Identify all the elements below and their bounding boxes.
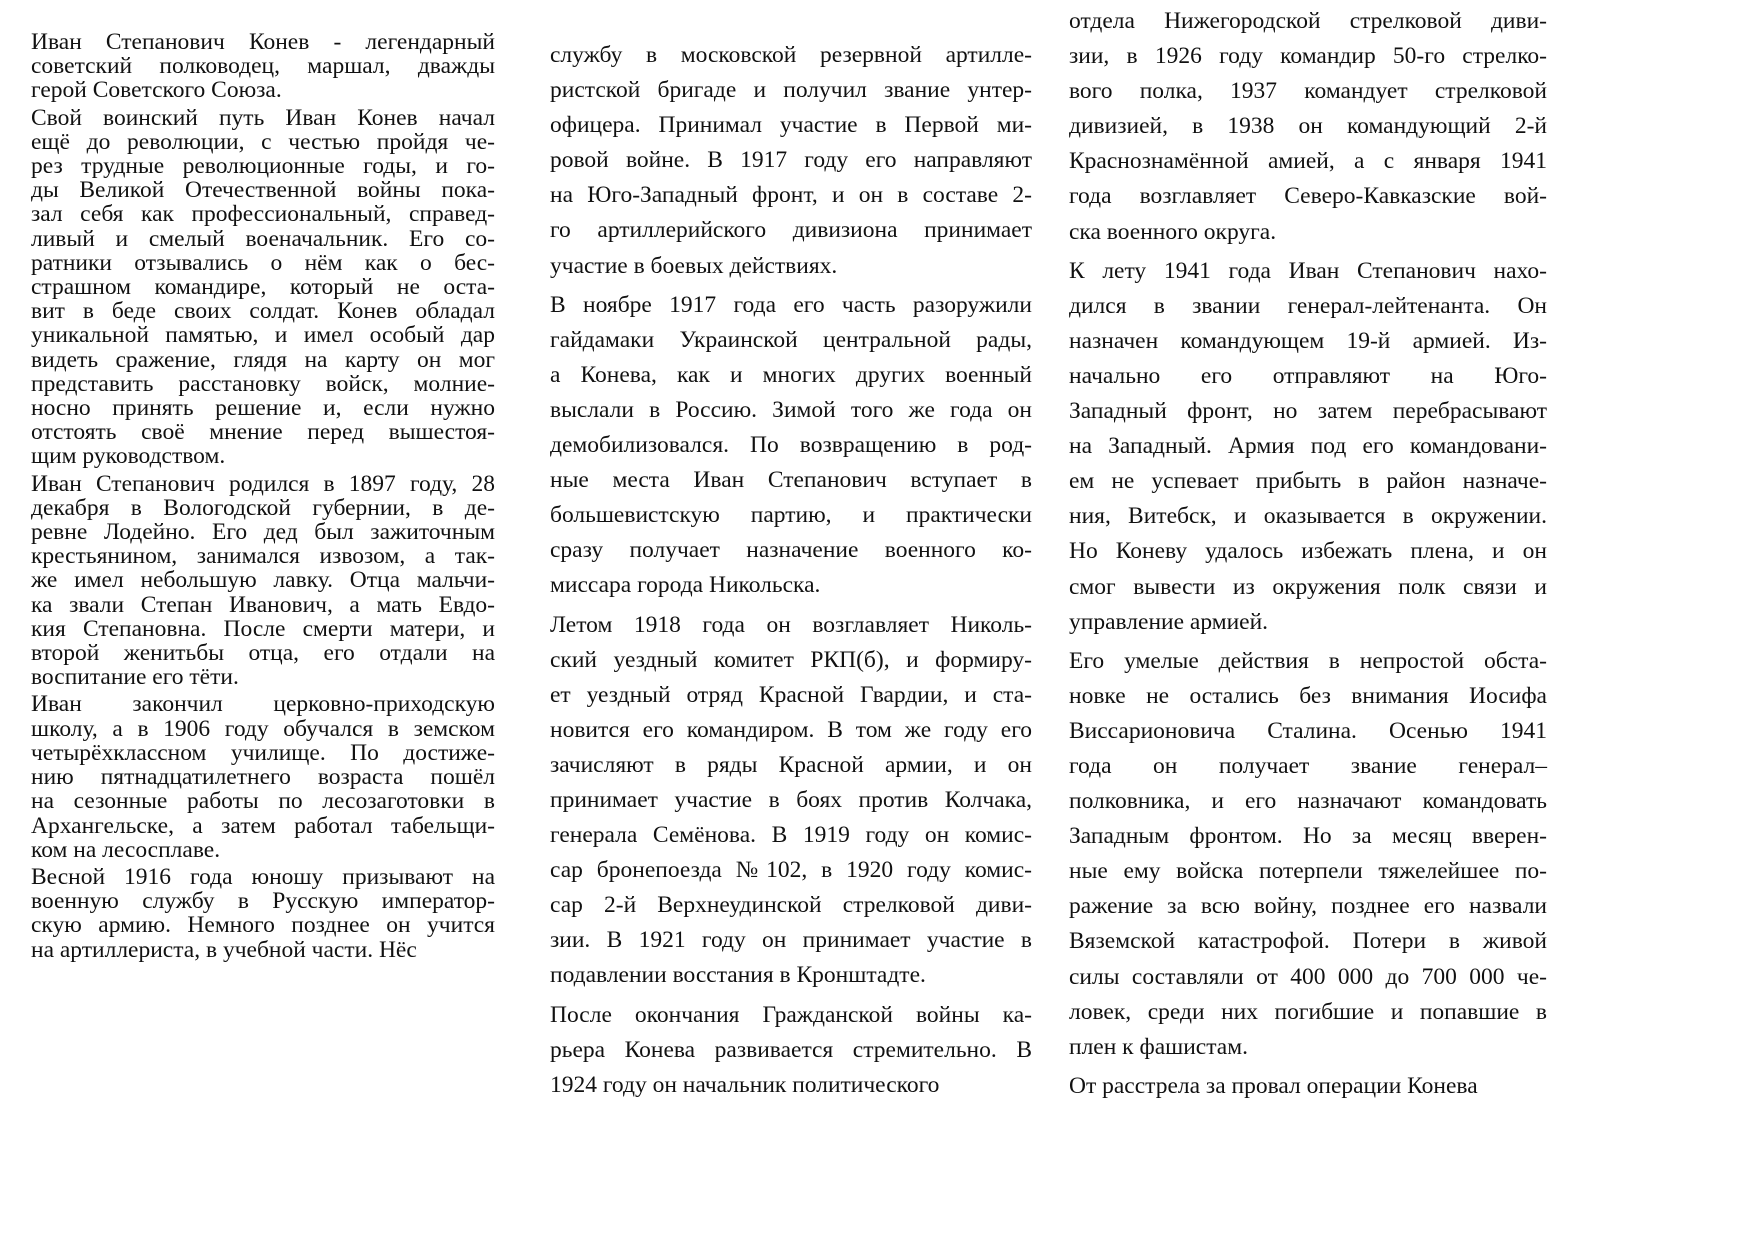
text-line: на Западный. Армия под его командовани- <box>1069 433 1547 460</box>
text-line: кия Степановна. После смерти матери, и <box>31 615 495 642</box>
text-line: Иван закончил церковно-приходскую <box>31 691 495 718</box>
text-line: большевистскую партию, и практически <box>550 502 1032 529</box>
text-line: декабря в Вологодской губернии, в де- <box>31 494 495 521</box>
text-line: школу, а в 1906 году обучался в земском <box>31 715 495 742</box>
text-line: ные места Иван Степанович вступает в <box>550 467 1032 494</box>
text-line: принимает участие в боях против Колчака, <box>550 786 1032 813</box>
text-line: сар 2-й Верхнеудинской стрелковой диви- <box>550 892 1032 919</box>
text-line: ливый и смелый военачальник. Его со- <box>31 225 495 252</box>
text-line: рьера Конева развивается стремительно. В <box>550 1036 1032 1063</box>
text-line: отдела Нижегородской стрелковой диви- <box>1069 8 1547 34</box>
text-line: вит в беде своих солдат. Конев обладал <box>31 298 495 325</box>
text-line: Архангельске, а затем работал табельщи- <box>31 812 495 839</box>
text-line: ет уездный отряд Красной Гвардии, и ста- <box>550 681 1032 708</box>
paragraph <box>31 30 495 103</box>
text-line: ловек, среди них погибшие и попавшие в <box>1069 998 1547 1025</box>
paragraph <box>550 608 1032 994</box>
paragraph <box>1069 254 1547 640</box>
text-line: дивизией, в 1938 он командующий 2-й <box>1069 113 1547 140</box>
text-line: Иван Степанович родился в 1897 году, 28 <box>31 470 495 497</box>
text-line: подавлении восстания в Кронштадте. <box>550 962 926 989</box>
paragraph <box>550 38 1032 284</box>
text-line: нию пятнадцатилетнего возраста пошёл <box>31 764 495 791</box>
text-line: видеть сражение, глядя на карту он мог <box>31 346 495 373</box>
text-line: офицера. Принимал участие в Первой ми- <box>550 112 1032 139</box>
text-line: военную службу в Русскую император- <box>31 888 495 915</box>
text-line: скую армию. Немного позднее он учится <box>31 912 495 939</box>
text-line: От расстрела за провал операции Конева <box>1069 1072 1478 1099</box>
text-line: Западным фронтом. Но за месяц вверен- <box>1069 823 1547 850</box>
paragraph <box>550 288 1032 604</box>
text-line: 1924 году он начальник политического <box>550 1071 940 1098</box>
text-line: начально его отправляют на Юго- <box>1069 362 1547 389</box>
text-line: участие в боевых действиях. <box>550 252 838 279</box>
text-line: вого полка, 1937 командует стрелковой <box>1069 78 1547 105</box>
text-line: ский уездный комитет РКП(б), и формиру- <box>550 646 1032 673</box>
text-line: Его умелые действия в непростой обста- <box>1069 647 1547 674</box>
text-line: К лету 1941 года Иван Степанович нахо- <box>1069 257 1547 284</box>
text-line: ния, Витебск, и оказывается в окружении. <box>1069 503 1547 530</box>
text-line: смог вывести из окружения полк связи и <box>1069 573 1547 600</box>
text-line: ды Великой Отечественной войны пока- <box>31 177 495 204</box>
text-line: ем не успевает прибыть в район назначе- <box>1069 468 1547 495</box>
text-line: советский полководец, маршал, дважды <box>31 53 495 80</box>
paragraph <box>31 106 495 469</box>
text-line: ска военного округа. <box>1069 218 1277 245</box>
text-line: сар бронепоезда №102, в 1920 году комис- <box>550 857 1032 884</box>
text-line: герой Советского Союза. <box>31 77 282 104</box>
text-line: Западный фронт, но затем перебрасывают <box>1069 398 1547 425</box>
text-line: Свой воинский путь Иван Конев начал <box>31 104 495 131</box>
column-left <box>31 30 495 965</box>
text-line: новке не остались без внимания Иосифа <box>1069 682 1547 709</box>
text-line: сразу получает назначение военного ко- <box>550 537 1032 564</box>
text-line: зии, в 1926 году командир 50-го стрелко- <box>1069 43 1547 70</box>
text-line: Весной 1916 года юношу призывают на <box>31 863 495 890</box>
text-line: Вяземской катастрофой. Потери в живой <box>1069 928 1547 955</box>
text-line: Летом 1918 года он возглавляет Николь- <box>550 611 1032 638</box>
text-line: силы составляли от 400 000 до 700 000 че- <box>1069 963 1547 990</box>
column-right <box>1069 4 1547 1108</box>
text-line: Краснознамённой амией, а с января 1941 <box>1069 148 1547 175</box>
text-line: года возглавляет Северо-Кавказские вой- <box>1069 183 1547 210</box>
text-line: Иван Степанович Конев - легендарный <box>31 29 495 55</box>
text-line: Виссарионовича Сталина. Осенью 1941 <box>1069 717 1547 744</box>
text-line: ровой войне. В 1917 году его направляют <box>550 147 1032 174</box>
text-line: выслали в Россию. Зимой того же года он <box>550 396 1032 423</box>
text-line: второй женитьбы отца, его отдали на <box>31 640 495 667</box>
text-line: на сезонные работы по лесозаготовки в <box>31 788 495 815</box>
text-line: на артиллериста, в учебной части. Нёс <box>31 936 417 963</box>
text-line: В ноябре 1917 года его часть разоружили <box>550 291 1032 318</box>
text-line: назначен командующем 19-й армией. Из- <box>1069 327 1547 354</box>
paragraph <box>1069 4 1547 250</box>
text-line: новится его командиром. В том же году его <box>550 716 1032 743</box>
text-line: Но Коневу удалось избежать плена, и он <box>1069 538 1547 565</box>
text-line: После окончания Гражданской войны ка- <box>550 1001 1032 1028</box>
text-line: управление армией. <box>1069 608 1269 635</box>
text-line: года он получает звание генерал– <box>1069 752 1547 779</box>
text-line: четырёхклассном училище. По достиже- <box>31 739 495 766</box>
text-line: ражение за всю войну, позднее его назвали <box>1069 893 1547 920</box>
text-line: плен к фашистам. <box>1069 1033 1248 1060</box>
paragraph <box>31 472 495 690</box>
text-line: отстоять своё мнение перед вышестоя- <box>31 419 495 446</box>
text-line: ком на лесосплаве. <box>31 836 221 863</box>
text-line: же имел небольшую лавку. Отца мальчи- <box>31 567 495 594</box>
column-middle <box>550 38 1032 1107</box>
paragraph <box>1069 1069 1547 1104</box>
text-line: зал себя как профессиональный, справед- <box>31 201 495 228</box>
paragraph <box>550 998 1032 1103</box>
text-line: а Конева, как и многих других военный <box>550 361 1032 388</box>
text-line: миссара города Никольска. <box>550 572 821 599</box>
text-line: ревне Лодейно. Его дед был зажиточным <box>31 519 495 546</box>
text-line: рез трудные революционные годы, и го- <box>31 153 495 180</box>
text-line: зии. В 1921 году он принимает участие в <box>550 927 1032 954</box>
text-line: ка звали Степан Иванович, а мать Евдо- <box>31 591 495 618</box>
text-line: демобилизовался. По возвращению в род- <box>550 432 1032 459</box>
text-line: ещё до революции, с честью пройдя че- <box>31 128 495 155</box>
text-line: дился в звании генерал-лейтенанта. Он <box>1069 292 1547 319</box>
text-line: крестьянином, занимался извозом, а так- <box>31 543 495 570</box>
text-line: гайдамаки Украинской центральной рады, <box>550 326 1032 353</box>
text-line: щим руководством. <box>31 443 226 470</box>
text-line: страшном командире, который не оста- <box>31 274 495 301</box>
text-line: представить расстановку войск, молние- <box>31 370 495 397</box>
text-line: генерала Семёнова. В 1919 году он комис- <box>550 822 1032 849</box>
text-line: ратники отзывались о нём как о бес- <box>31 249 495 276</box>
text-line: полковника, и его назначают командовать <box>1069 788 1547 815</box>
text-line: зачисляют в ряды Красной армии, и он <box>550 751 1032 778</box>
text-line: службу в московской резервной артилле- <box>550 42 1032 68</box>
text-line: на Юго-Западный фронт, и он в составе 2- <box>550 182 1032 209</box>
text-line: го артиллерийского дивизиона принимает <box>550 217 1032 244</box>
text-line: уникальной памятью, и имел особый дар <box>31 322 495 349</box>
text-line: носно принять решение и, если нужно <box>31 395 495 422</box>
text-line: ные ему войска потерпели тяжелейшее по- <box>1069 858 1547 885</box>
paragraph <box>1069 644 1547 1065</box>
text-line: воспитание его тёти. <box>31 664 239 691</box>
paragraph <box>31 865 495 962</box>
text-line: ристской бригаде и получил звание унтер- <box>550 77 1032 104</box>
paragraph <box>31 692 495 861</box>
